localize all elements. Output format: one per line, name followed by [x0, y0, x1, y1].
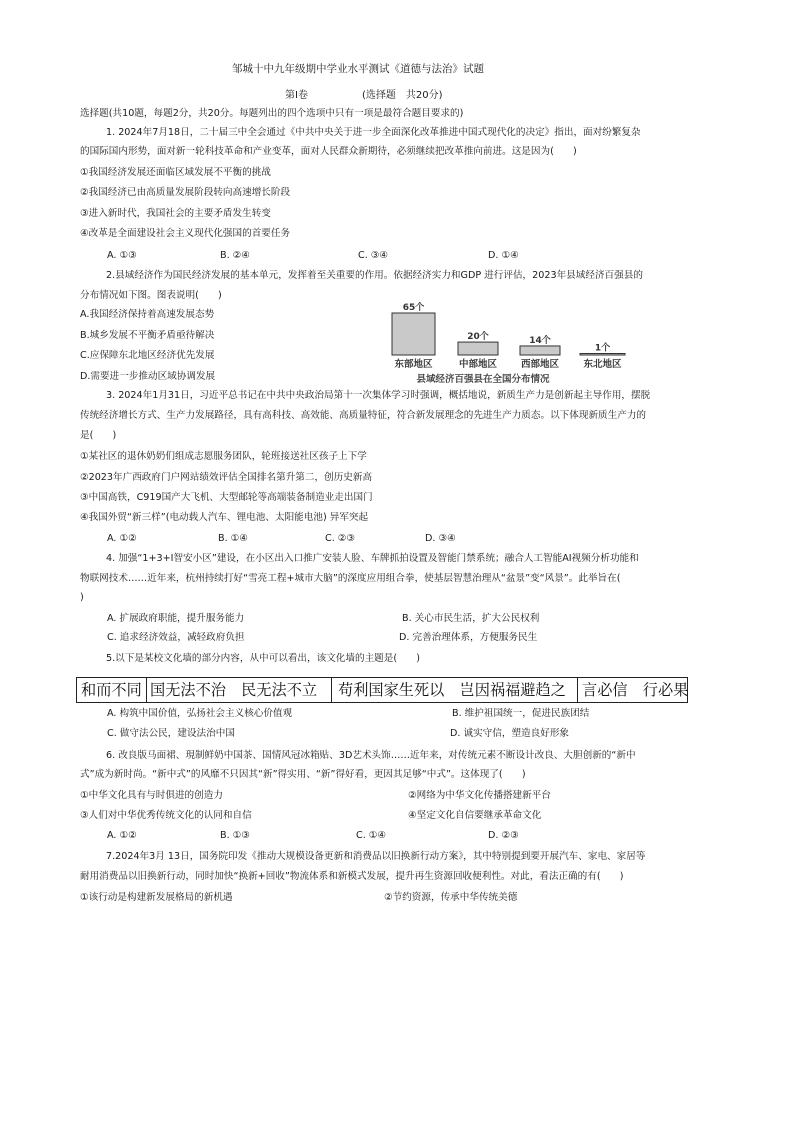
- wall-phrase: 和而不同: [81, 681, 142, 699]
- q3-stem-line: 传统经济增长方式、生产力发展路径，具有高科技、高效能、高质量特征，符合新发展理念的先进生产力质态。以下体现新质生产力的: [80, 410, 647, 421]
- q4-option-c[interactable]: C. 追求经济效益，减轻政府负担: [107, 632, 245, 643]
- q1-item: ④改革是全面建设社会主义现代化强国的首要任务: [80, 228, 291, 239]
- q2-stem-line: 2.县域经济作为国民经济发展的基本单元，发挥着至关重要的作用。依据经济实力和GDP 进行评估，2023年县域经济百强县的: [106, 270, 643, 281]
- bar-西部地区: [520, 346, 560, 355]
- q6-options: [0, 830, 793, 842]
- q4-option-d[interactable]: D. 完善治理体系，方便服务民生: [399, 632, 538, 643]
- q1-stem-line: 1. 2024年7月18日，二十届三中全会通过《中共中央关于进一步全面深化改革推进中国式现代化的决定》指出，面对纷繁复杂: [106, 127, 641, 138]
- q4-stem-line: 4. 加强“1+3+I智安小区”建设，在小区出入口推广安装人脸、车牌抓拍设置及智能门禁系统；融合人工智能AI视频分析功能和: [106, 553, 639, 564]
- wall-divider: [146, 678, 147, 702]
- q3-item: ①某社区的退休奶奶们组成志愿服务团队，轮班接送社区孩子上下学: [80, 451, 367, 462]
- category-label: 东部地区: [394, 359, 433, 370]
- q3-options: [0, 533, 793, 545]
- q1-item: ①我国经济发展还面临区域发展不平衡的挑战: [80, 167, 271, 178]
- q4-options-row-2: [0, 632, 793, 644]
- q6-option-d[interactable]: D. ②③: [488, 830, 519, 841]
- q4-option-b[interactable]: B. 关心市民生活，扩大公民权利: [402, 613, 540, 624]
- wall-phrase: 言必信 行必果: [582, 681, 689, 699]
- q1-stem-line: 的国际国内形势，面对新一轮科技革命和产业变革，面对人民群众新期待，必须继续把改革推向前进。这是因为( ): [80, 146, 577, 157]
- q1-option-c[interactable]: C. ③④: [358, 250, 388, 261]
- bar-东北地区: [580, 354, 625, 356]
- q2-stem-line: 分布情况如下图。图表说明( ): [80, 290, 222, 301]
- q3-option-c[interactable]: C. ②③: [325, 533, 355, 544]
- q6-option-b[interactable]: B. ①③: [220, 830, 250, 841]
- q5-option-c[interactable]: C. 做守法公民，建设法治中国: [107, 728, 235, 739]
- q3-option-b[interactable]: B. ①④: [218, 533, 248, 544]
- q1-options: [0, 250, 793, 262]
- q3-item: ④我国外贸“新三样”(电动载人汽车、锂电池、太阳能电池) 异军突起: [80, 512, 369, 523]
- q6-item: ④坚定文化自信要继承革命文化: [408, 810, 542, 821]
- q4-stem-line: 物联网技术……近年来，杭州持续打好“雪亮工程+城市大脑”的深度应用组合拳，使基层智慧治理从“盆景”变“风景”。此举旨在(: [80, 573, 621, 584]
- q1-option-a[interactable]: A. ①③: [107, 250, 137, 261]
- data-label: 65个: [402, 303, 425, 313]
- wall-divider: [331, 678, 332, 702]
- q4-stem-line: ): [80, 592, 84, 603]
- q1-option-b[interactable]: B. ②④: [220, 250, 250, 261]
- data-label: 1个: [594, 343, 611, 354]
- q7-item: ①该行动是构建新发展格局的新机遇: [80, 892, 233, 903]
- category-label: 中部地区: [458, 359, 498, 370]
- bar-中部地区: [458, 342, 498, 355]
- exam-title: 邹城十中九年级期中学业水平测试《道德与法治》试题: [232, 63, 484, 75]
- q3-stem-line: 是( ): [80, 430, 117, 441]
- q3-item: ③中国高铁，C919国产大飞机、大型邮轮等高端装备制造业走出国门: [80, 492, 373, 503]
- q6-item: ②网络为中华文化传播搭建新平台: [408, 790, 551, 801]
- instruction-text: 选择题(共10题，每题2分，共20分。每题列出的四个选项中只有一项是最符合题目要求的): [80, 108, 464, 119]
- q3-option-d[interactable]: D. ③④: [425, 533, 456, 544]
- q1-item: ③进入新时代，我国社会的主要矛盾发生转变: [80, 208, 271, 219]
- q6-item: ①中华文化具有与时俱进的创造力: [80, 790, 223, 801]
- q2-option-c[interactable]: C.应保障东北地区经济优先发展: [80, 350, 215, 361]
- q2-option-a[interactable]: A.我国经济保持着高速发展态势: [80, 309, 215, 320]
- q3-option-a[interactable]: A. ①②: [107, 533, 137, 544]
- section-note: (选择题 共20分): [362, 90, 443, 101]
- q5-stem: 5.以下是某校文化墙的部分内容，从中可以看出，该文化墙的主题是( ): [106, 653, 421, 664]
- q6-item: ③人们对中华优秀传统文化的认同和自信: [80, 810, 252, 821]
- q5-options-row-1: [0, 708, 793, 720]
- q1-option-d[interactable]: D. ①④: [488, 250, 519, 261]
- q3-stem-line: 3. 2024年1月31日，习近平总书记在中共中央政治局第十一次集体学习时强调，概括地说，新质生产力是创新起主导作用，摆脱: [106, 390, 651, 401]
- q6-stem-line: 6. 改良版马面裙、現制鲜奶中国茶、国情风冠冰箱贴、3D艺术头饰……近年来，对传统元素不断设计改良、大胆创新的“新中: [106, 750, 636, 761]
- chart-title: 县域经济百强县在全国分布情况: [416, 374, 550, 385]
- q6-stem-line: 式”成为新时尚。“新中式”的风靡不只因其“新”得实用、“新”得好看，更因其足够“中式”。这体现了( ): [80, 769, 526, 780]
- wall-divider: [577, 678, 578, 702]
- wall-phrase: 国无法不治 民无法不立: [150, 681, 318, 699]
- data-label: 20个: [467, 332, 489, 343]
- section-name: 第Ⅰ卷: [285, 90, 308, 101]
- q5-options-row-2: [0, 728, 793, 740]
- q7-stem-line: 耐用消费品以旧换新行动，同时加快“换新+回收”物流体系和新模式发展，提升再生资源回收便利性。对此，看法正确的有( ): [80, 871, 624, 882]
- data-label: 14个: [529, 335, 551, 346]
- q6-option-c[interactable]: C. ①④: [356, 830, 386, 841]
- q4-options-row-1: [0, 613, 793, 625]
- bar-东部地区: [392, 313, 435, 355]
- county-distribution-chart: [388, 298, 638, 388]
- culture-wall-box: [76, 677, 688, 703]
- q5-option-d[interactable]: D. 诚实守信，塑造良好形象: [450, 728, 570, 739]
- q2-option-d[interactable]: D.需要进一步推动区域协调发展: [80, 371, 216, 382]
- q7-stem-line: 7.2024年3月 13日，国务院印发《推动大规模设备更新和消费品以旧换新行动方案》，其中特别提到要开展汽车、家电、家居等: [106, 851, 646, 862]
- q7-item: ②节约资源，传承中华传统美德: [384, 892, 518, 903]
- q3-item: ②2023年广西政府门户网站绩效评估全国排名第升第二，创历史新高: [80, 472, 373, 483]
- q2-option-b[interactable]: B.城乡发展不平衡矛盾亟待解决: [80, 330, 215, 341]
- q5-option-a[interactable]: A. 构筑中国价值，弘扬社会主义核心价值观: [107, 708, 293, 719]
- q5-option-b[interactable]: B. 维护祖国统一，促进民族团结: [452, 708, 590, 719]
- category-label: 东北地区: [583, 359, 622, 370]
- q1-item: ②我国经济已由高质量发展阶段转向高速增长阶段: [80, 187, 291, 198]
- wall-phrase: 苟利国家生死以 岂因祸福避趋之: [338, 681, 566, 699]
- q6-option-a[interactable]: A. ①②: [107, 830, 137, 841]
- category-label: 西部地区: [520, 359, 560, 370]
- q4-option-a[interactable]: A. 扩展政府职能，提升服务能力: [107, 613, 245, 624]
